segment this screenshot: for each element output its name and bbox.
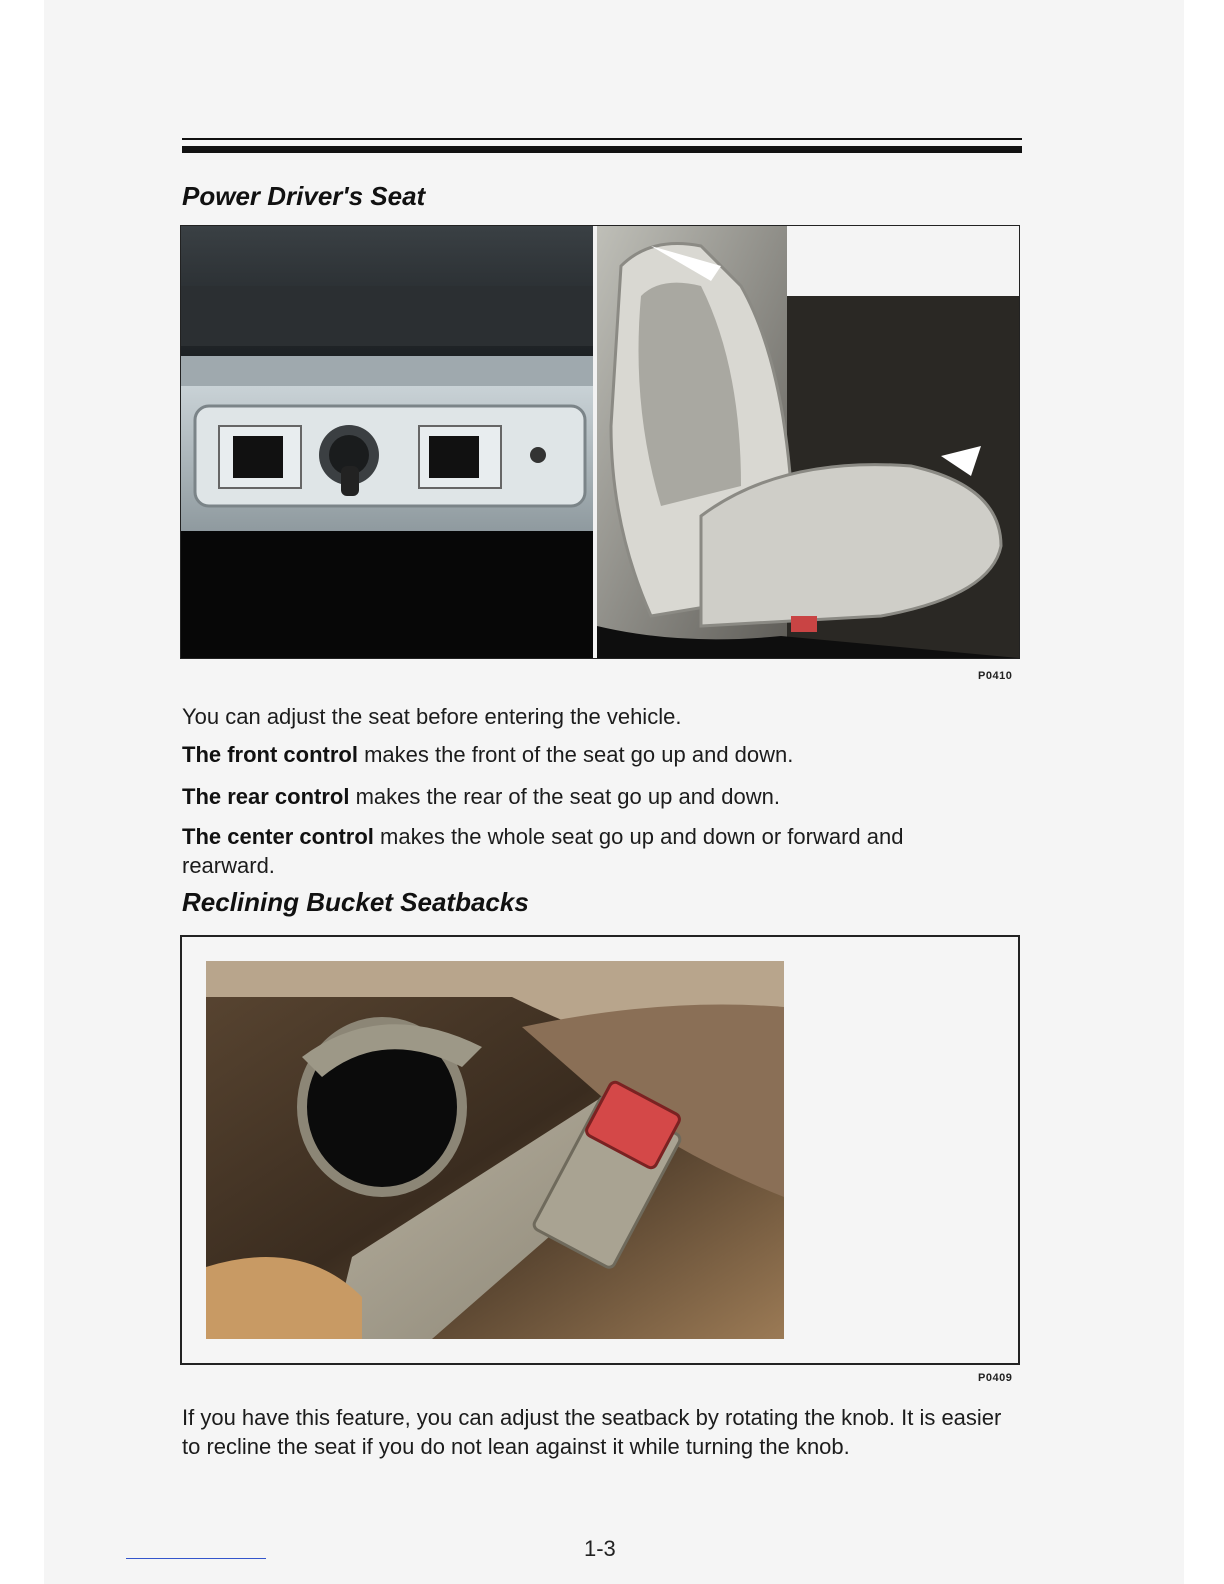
reclining-seat-figure [180, 935, 1020, 1365]
power-seat-photo [181, 226, 1019, 658]
center-control-text [182, 822, 1002, 880]
page-number: 1-3 [584, 1536, 616, 1561]
control-label: The front control [182, 742, 358, 767]
power-seat-figure [180, 225, 1020, 659]
control-label: The center control [182, 824, 374, 849]
footer-link-underline [126, 1558, 266, 1559]
section-heading-power-seat: Power Driver's Seat [182, 181, 426, 211]
control-label: The rear control [182, 784, 350, 809]
control-description: makes the whole seat go up and down or forward and rearward. [182, 824, 904, 878]
control-description: makes the rear of the seat go up and down. [349, 784, 780, 809]
reclining-seat-photo [182, 937, 1018, 1363]
rear-control-text [182, 782, 1002, 811]
intro-text: You can adjust the seat before entering the vehicle. [182, 704, 682, 729]
figure-code-p0409: P0409 [978, 1372, 1013, 1384]
figure-code-p0410: P0410 [978, 670, 1013, 682]
reclining-body-text: If you have this feature, you can adjust the seatback by rotating the knob. It is easier to recline the seat if you do not lean against it while turning the knob. [182, 1405, 1002, 1459]
front-control-text [182, 740, 1002, 769]
header-rule-thin [182, 138, 1022, 140]
header-rule-thick [182, 146, 1022, 153]
section-heading-reclining: Reclining Bucket Seatbacks [182, 887, 529, 917]
control-description: makes the front of the seat go up and down. [357, 742, 794, 767]
